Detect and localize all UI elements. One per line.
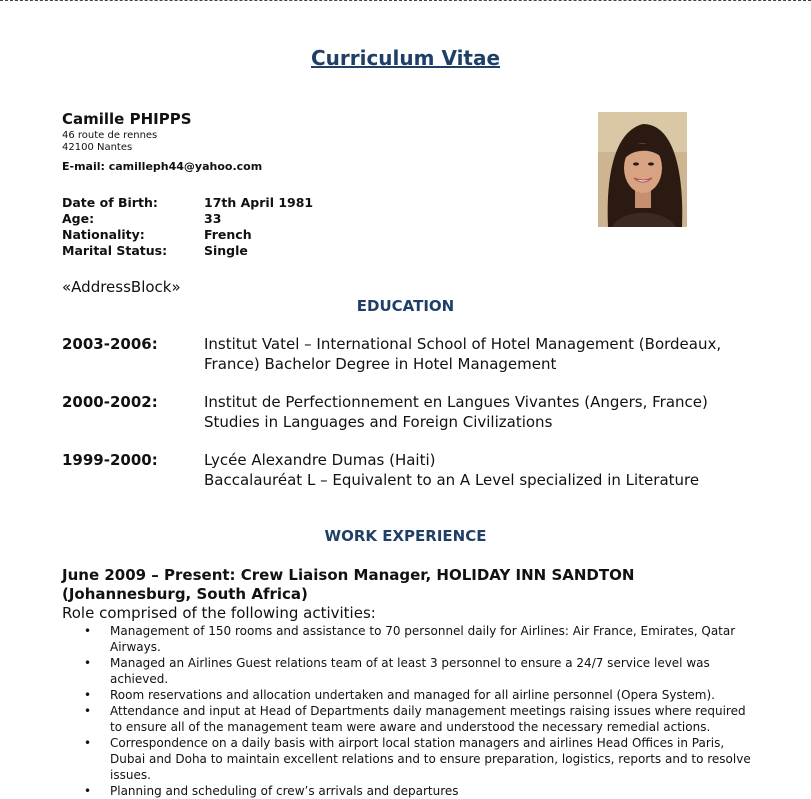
address-line-2: 42100 Nantes: [62, 142, 133, 153]
job-title-line-2: (Johannesburg, South Africa): [62, 585, 308, 603]
top-dashed-rule: [0, 0, 811, 1]
responsibility-list: [84, 623, 754, 799]
education-entry-3: [204, 450, 699, 490]
marital-status-label: Marital Status:: [62, 243, 168, 258]
list-item: • Room reservations and allocation undertaken and managed for all airline personnel (Opera System).: [84, 687, 754, 703]
list-item: • Management of 150 rooms and assistance to 70 personnel daily for Airlines: Air France, Emirates, Qatar Airways.: [84, 623, 754, 655]
nationality-value: French: [204, 227, 252, 242]
education-years-3: 1999-2000:: [62, 451, 158, 469]
list-item: • Attendance and input at Head of Departments daily management meetings raising issues where required to ensure all of the management team were aware and understood the necessary remedial actions.: [84, 703, 754, 735]
education-years-1: 2003-2006:: [62, 335, 158, 353]
work-experience-heading: WORK EXPERIENCE: [324, 527, 487, 545]
age-value: 33: [204, 211, 222, 226]
role-intro: Role comprised of the following activities:: [62, 604, 376, 622]
education-years-2: 2000-2002:: [62, 393, 158, 411]
job-title: [62, 566, 662, 604]
education-entry-3-line-1: Lycée Alexandre Dumas (Haiti): [204, 451, 436, 469]
dob-label: Date of Birth:: [62, 195, 158, 210]
nationality-label: Nationality:: [62, 227, 145, 242]
document-title: Curriculum Vitae: [310, 46, 501, 70]
marital-status-value: Single: [204, 243, 248, 258]
age-label: Age:: [62, 211, 95, 226]
address-block-placeholder: «AddressBlock»: [62, 278, 181, 296]
education-entry-2-line-1: Institut de Perfectionnement en Langues Vivantes (Angers, France): [204, 393, 708, 411]
email-line: E-mail: camilleph44@yahoo.com: [62, 160, 263, 173]
candidate-name: Camille PHIPPS: [62, 110, 192, 128]
job-title-line-1: June 2009 – Present: Crew Liaison Manager, HOLIDAY INN SANDTON: [62, 566, 635, 584]
profile-photo: [598, 112, 687, 227]
education-entry-1: [204, 334, 721, 374]
list-item: • Planning and scheduling of crew’s arrivals and departures: [84, 783, 754, 799]
list-item: • Managed an Airlines Guest relations team of at least 3 personnel to ensure a 24/7 service level was achieved.: [84, 655, 754, 687]
list-item: • Correspondence on a daily basis with airport local station managers and airlines Head Offices in Paris, Dubai and Doha to maintain excellent relations and to ensure preparation, logistics, reports and to resolve issues.: [84, 735, 754, 783]
education-entry-2-line-2: Studies in Languages and Foreign Civilizations: [204, 413, 553, 431]
education-entry-2: [204, 392, 708, 432]
education-entry-1-line-2: France) Bachelor Degree in Hotel Management: [204, 355, 557, 373]
education-entry-1-line-1: Institut Vatel – International School of Hotel Management (Bordeaux,: [204, 335, 722, 353]
dob-value: 17th April 1981: [204, 195, 314, 210]
address-line-1: 46 route de rennes: [62, 130, 158, 141]
education-heading: EDUCATION: [356, 297, 455, 315]
education-entry-3-line-2: Baccalauréat L – Equivalent to an A Level specialized in Literature: [204, 471, 700, 489]
